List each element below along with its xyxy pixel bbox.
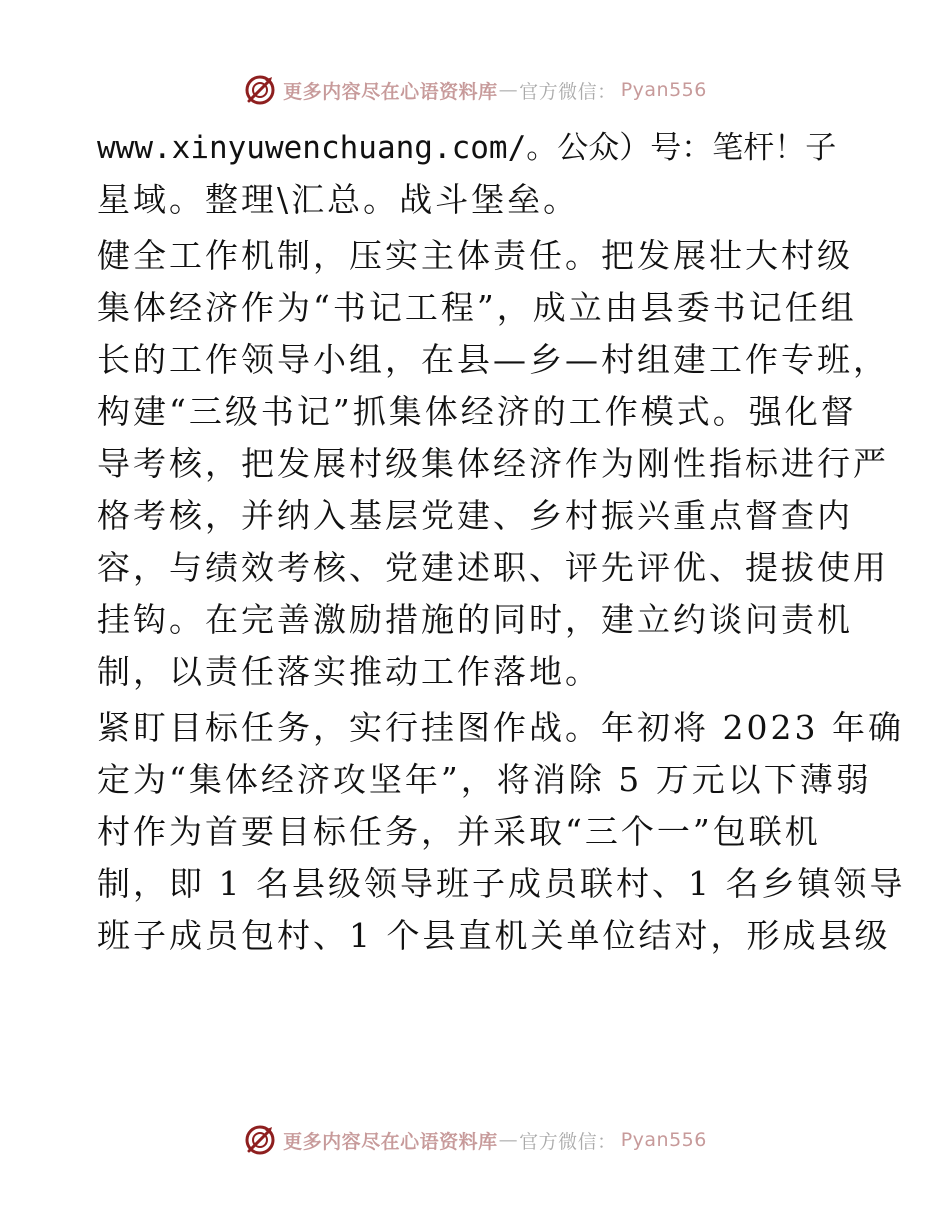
paragraph-line: 制，即 1 名县级领导班子成员联村、1 名乡镇领导 [97, 864, 906, 903]
banner-colon: ： [597, 1130, 617, 1153]
paragraph-line: 长的工作领导小组，在县—乡—村组建工作专班， [97, 340, 889, 379]
banner-sub-text: 官方微信 [519, 1130, 598, 1153]
paragraph-work-mechanism [97, 230, 889, 698]
banner-wechat-id: Pyan556 [620, 1129, 707, 1151]
paragraph-line: 构建“三级书记”抓集体经济的工作模式。强化督 [97, 392, 857, 431]
paragraph-line: 容，与绩效考核、党建述职、评先评优、提拔使用 [97, 548, 889, 587]
paragraph-line: 挂钩。在完善激励措施的同时，建立约谈问责机 [97, 600, 853, 639]
paragraph-line: 班子成员包村、1 个县直机关单位结对，形成县级 [97, 916, 891, 955]
paragraph-line: 导考核，把发展村级集体经济作为刚性指标进行严 [97, 444, 889, 483]
banner-dash: — [498, 79, 519, 101]
brand-logo-icon [243, 1123, 277, 1157]
footer-banner [0, 1120, 950, 1160]
paragraph-line: 村作为首要目标任务，并采取“三个一”包联机 [97, 812, 821, 851]
banner-main-text: 更多内容尽在心语资料库 [283, 1130, 498, 1153]
paragraph-target-tasks [97, 702, 906, 962]
paragraph-line: 集体经济作为“书记工程”，成立由县委书记任组 [97, 288, 857, 327]
banner-dash: — [498, 1129, 519, 1151]
paragraph-line: 格考核，并纳入基层党建、乡村振兴重点督查内 [97, 496, 853, 535]
brand-logo-icon [243, 73, 277, 107]
paragraph-line: 定为“集体经济攻坚年”，将消除 5 万元以下薄弱 [97, 760, 872, 799]
intro-block [97, 122, 857, 226]
banner-colon: ： [597, 80, 617, 103]
banner-wechat-id: Pyan556 [620, 79, 707, 101]
banner-sub-text: 官方微信 [519, 80, 598, 103]
banner-main-text: 更多内容尽在心语资料库 [283, 80, 498, 103]
document-body [97, 122, 906, 962]
paragraph-line: 健全工作机制，压实主体责任。把发展壮大村级 [97, 236, 853, 275]
intro-line: 星域。整理\汇总。战斗堡垒。 [97, 180, 580, 219]
header-banner-text [283, 77, 707, 104]
intro-line: www.xinyuwenchuang.com/。公众）号：笔杆！子 [97, 130, 837, 166]
footer-banner-text [283, 1127, 707, 1154]
paragraph-line: 紧盯目标任务，实行挂图作战。年初将 2023 年确 [97, 708, 904, 747]
paragraph-line: 制，以责任落实推动工作落地。 [97, 652, 601, 691]
header-banner [0, 70, 950, 110]
